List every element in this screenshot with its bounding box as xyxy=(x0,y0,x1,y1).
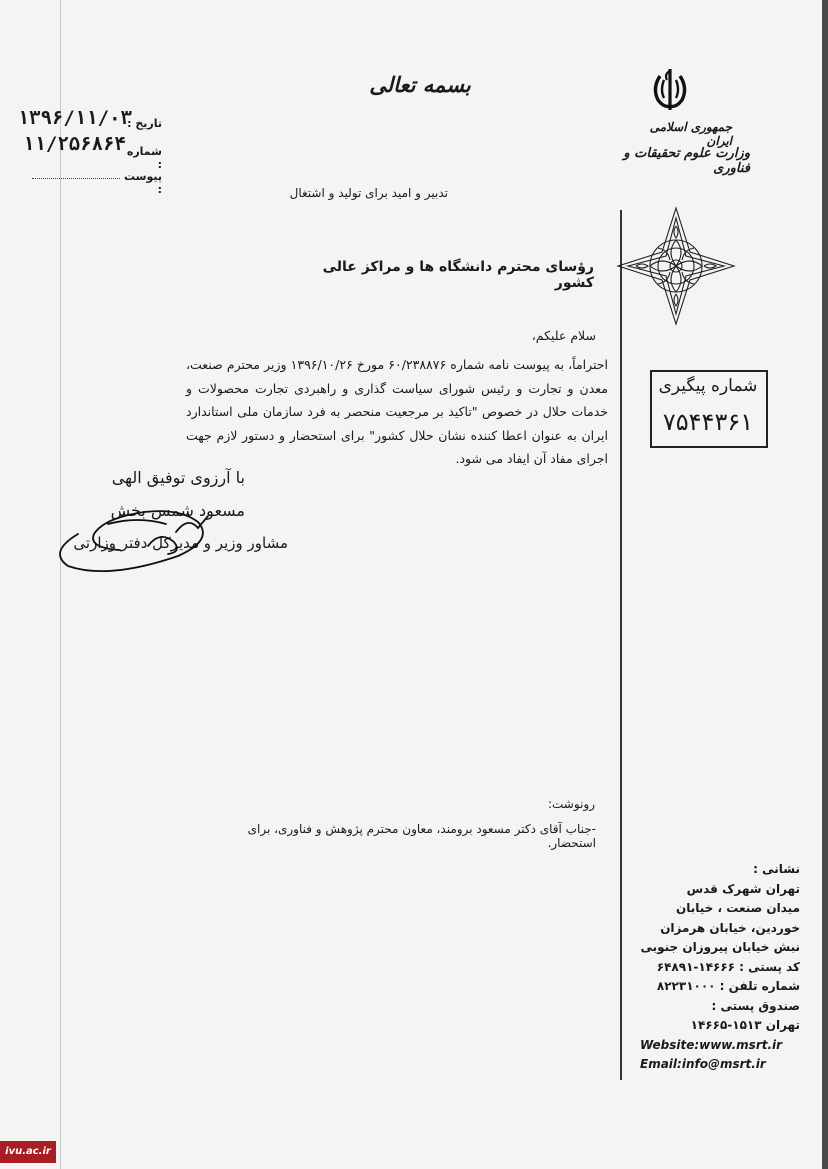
ministry-line-2: وزارت علوم تحقیقات و فناوری xyxy=(623,146,750,176)
address-line-3: خوردین، خیابان هرمزان xyxy=(660,920,800,935)
cc-label: رونوشت: xyxy=(547,797,595,811)
signer-title: مشاور وزیر و مدیرکل دفتر وزارتی xyxy=(73,534,288,552)
slogan: تدبیر و امید برای تولید و اشتغال xyxy=(289,186,448,200)
number-label: شماره : xyxy=(126,145,162,171)
tracking-label: شماره پیگیری xyxy=(658,376,758,396)
phone-number: شماره تلفن : ۸۲۲۳۱۰۰۰ xyxy=(656,979,800,993)
postal-code: کد پستی : ۱۴۶۶۶-۶۴۸۹۱ xyxy=(656,959,800,974)
number-value: ۱۱/۲۵۶۸۶۴ xyxy=(23,133,126,155)
email-link[interactable]: Email:info@msrt.ir xyxy=(640,1057,766,1071)
attachment-dotted-line xyxy=(32,178,120,179)
signer-name: مسعود شمس بخش xyxy=(110,501,245,520)
date-value: ۱۳۹۶/۱۱/۰۳ xyxy=(17,107,132,129)
pobox-label: صندوق پستی : xyxy=(711,998,800,1013)
address-line-1: تهران شهرک قدس xyxy=(686,881,800,896)
tracking-number: ۷۵۴۴۳۶۱ xyxy=(662,408,754,436)
ministry-line-1: جمهوری اسلامی ایران xyxy=(649,120,732,148)
address-line-4: نبش خیابان پیروزان جنوبی xyxy=(640,940,800,954)
site-watermark-tag: ivu.ac.ir xyxy=(0,1141,56,1163)
date-label: تاریخ : xyxy=(127,117,162,130)
bismillah: بسمه تعالی xyxy=(369,72,471,97)
greeting: سلام علیکم، xyxy=(531,328,596,343)
address-line-2: میدان صنعت ، خیابان xyxy=(676,901,800,915)
cc-recipient: -جناب آقای دکتر مسعود برومند، معاون محترم پژوهش و فناوری، برای استحضار. xyxy=(247,822,596,850)
website-link[interactable]: Website:www.msrt.ir xyxy=(640,1037,783,1052)
attachment-label: پیوست : xyxy=(124,170,162,196)
ornament-icon xyxy=(616,206,736,326)
address-title: نشانی : xyxy=(753,862,800,876)
margin-rule xyxy=(620,210,622,1080)
fold-line xyxy=(60,0,61,1169)
letter-body: احتراماً، به پیوست نامه شماره ۶۰/۲۳۸۸۷۶ مورخ ۱۳۹۶/۱۰/۲۶ وزیر محترم صنعت، معدن و تجارت و رئیس شورای سیاست گذاری و راهبردی تجارت محصولات و خدمات حلال در خصوص "تاکید بر مرجعیت منحصر به فرد سازمان ملی استاندارد ایران به عنوان اعطا کننده نشان حلال کشور" برای استحضار و دستور لازم جهت اجرای مفاد آن ایفاد می شود. xyxy=(186,357,608,466)
pobox-value: تهران ۱۵۱۳-۱۴۶۶۵ xyxy=(690,1018,800,1032)
scan-edge xyxy=(822,0,828,1169)
signature-mark xyxy=(48,494,218,578)
emblem-icon xyxy=(648,66,692,114)
addressee: رؤسای محترم دانشگاه ها و مراکز عالی کشور xyxy=(322,259,594,291)
closing-phrase: با آرزوی توفیق الهی xyxy=(111,468,245,487)
address-block xyxy=(640,860,800,1075)
